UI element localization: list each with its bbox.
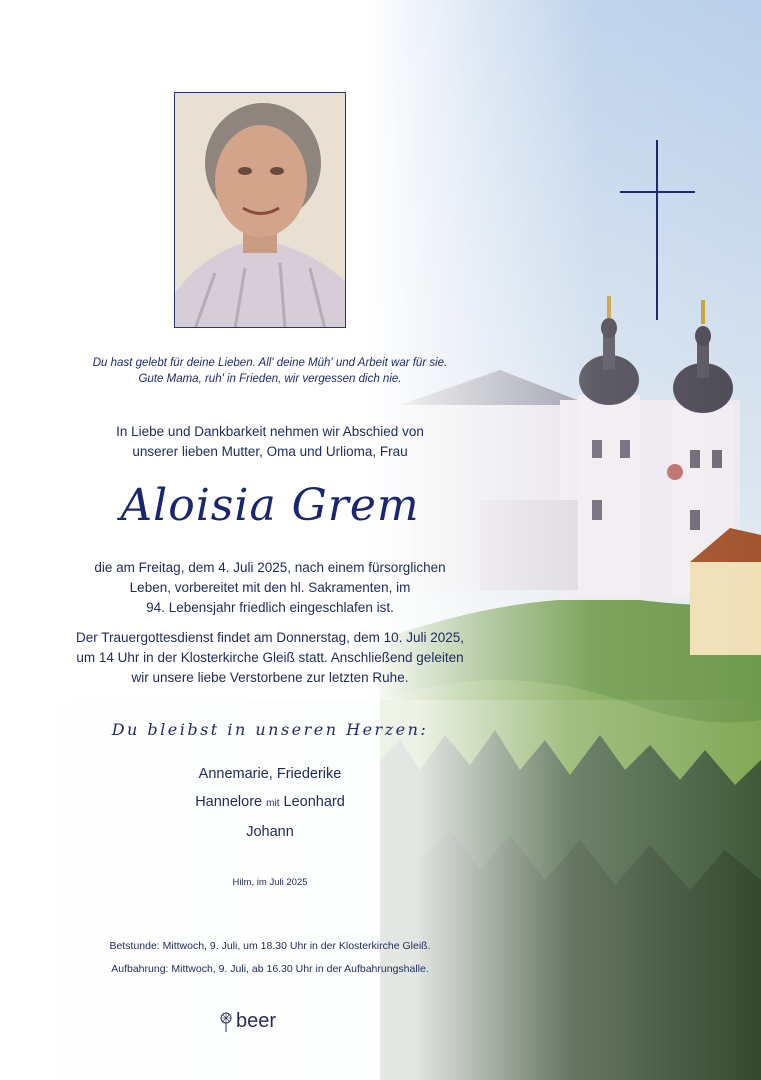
intro-line-2: unserer lieben Mutter, Oma und Urlioma, Frau xyxy=(132,444,408,459)
aufbahrung: Aufbahrung: Mittwoch, 9. Juli, ab 16.30 Uhr in der Aufbahrungshalle. xyxy=(111,963,429,975)
portrait-photo xyxy=(174,92,346,328)
beer-logo xyxy=(218,1010,276,1033)
mourner-with: mit xyxy=(266,798,280,809)
betstunde: Betstunde: Mittwoch, 9. Juli, um 18.30 Uhr in der Klosterkirche Gleiß. xyxy=(109,940,431,952)
death-notice xyxy=(40,558,500,618)
death-line-3: 94. Lebensjahr friedlich eingeschlafen ist. xyxy=(146,600,394,615)
death-line-1: die am Freitag, dem 4. Juli 2025, nach einem fürsorglichen xyxy=(94,560,446,575)
motto-line-1: Du hast gelebt für deine Lieben. All' deine Müh' und Arbeit war für sie. xyxy=(92,357,448,369)
service-line-2: um 14 Uhr in der Klosterkirche Gleiß statt. Anschließend geleiten xyxy=(76,650,464,665)
mourners-list xyxy=(40,760,500,846)
cross-icon xyxy=(620,140,695,320)
motto-line-2: Gute Mama, ruh' in Frieden, wir vergessen dich nie. xyxy=(138,373,402,385)
mourner-line-1: Annemarie, Friederike xyxy=(198,766,342,782)
service-times xyxy=(40,935,500,981)
mourner-line-2 xyxy=(40,788,500,818)
mourner-name: Hannelore xyxy=(195,794,263,810)
logo-text: beer xyxy=(236,1010,277,1032)
service-line-1: Der Trauergottesdienst findet am Donnerstag, dem 10. Juli 2025, xyxy=(76,630,464,645)
intro-line-1: In Liebe und Dankbarkeit nehmen wir Abschied von xyxy=(116,424,424,439)
closing-phrase: Du bleibst in unseren Herzen: xyxy=(111,720,429,739)
deceased-name: Aloisia Grem xyxy=(120,480,420,531)
motto xyxy=(40,355,500,387)
mourner-name: Leonhard xyxy=(283,794,345,810)
place-date: Hilm, im Juli 2025 xyxy=(232,877,308,888)
death-line-2: Leben, vorbereitet mit den hl. Sakramenten, im xyxy=(129,580,411,595)
funeral-service xyxy=(40,628,500,688)
mourner-line-3: Johann xyxy=(246,824,294,840)
service-line-3: wir unsere liebe Verstorbene zur letzten Ruhe. xyxy=(131,670,409,685)
dandelion-icon xyxy=(218,1011,234,1033)
intro-text xyxy=(40,422,500,462)
